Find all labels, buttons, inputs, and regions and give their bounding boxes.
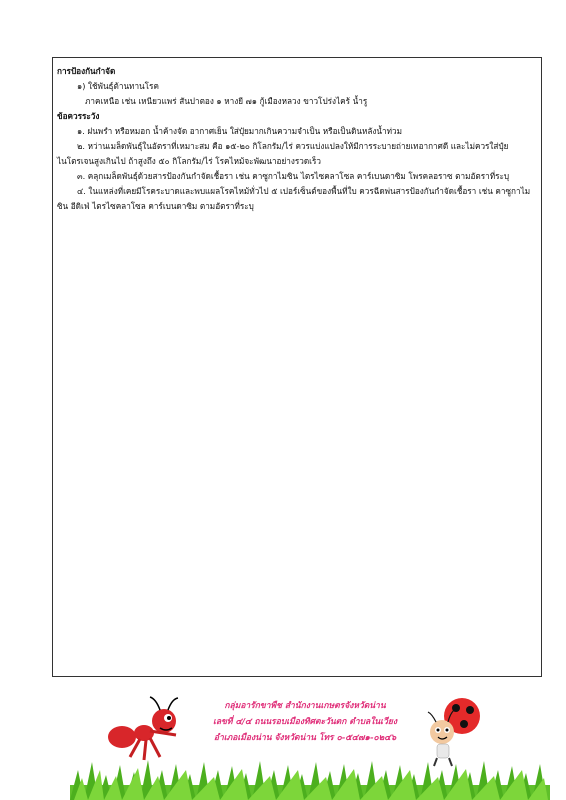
footer-address: เลขที่ ๔/๔ ถนนรอบเมืองทิศตะวันตก ตำบลในเวียง [213, 717, 397, 727]
caution-item-4: ๔. ในแหล่งที่เคยมีโรคระบาดและพบแผลโรคไหม้ทั่วไป ๕ เปอร์เซ็นต์ของพื้นที่ใบ ควรฉีดพ่นสารป้องกันกำจัดเชื้อรา เช่น คาซูกาไมซิน อีดิเฟ่ ไตรไซคลาโซล คาร์เบนดาซิม ตามอัตราที่ระบุ [57, 186, 531, 211]
section-heading-prevention: การป้องกันกำจัด [57, 66, 116, 76]
footer-district-phone: อำเภอเมืองน่าน จังหวัดน่าน โทร ๐-๕๔๗๑-๐๒๔๖ [213, 733, 397, 743]
prevention-item-1-detail: ภาคเหนือ เช่น เหนียวแพร่ สันปาตอง ๑ หางยี ๗๑ กู้เมืองหลวง ขาวโปร่งไคร้ น้ำรู [85, 96, 368, 106]
footer-office-name: กลุ่มอารักขาพืช สำนักงานเกษตรจังหวัดน่าน [224, 701, 386, 711]
caution-item-2: ๒. หว่านเมล็ดพันธุ์ในอัตราที่เหมาะสม คือ ๑๕-๒๐ กิโลกรัม/ไร่ ควรแบ่งแปลงให้มีการระบายถ่ายเทอากาศดี และไม่ควรใส่ปุ๋ยไนโตรเจนสูงเกินไป ถ้าสูงถึง ๕๐ กิโลกรัม/ไร่ โรคไหม้จะพัฒนาอย่างรวดเร็ว [57, 141, 509, 166]
caution-item-1: ๑. ฝนพรำ หรือหมอก น้ำค้างจัด อากาศเย็น ใส่ปุ๋ยมากเกินความจำเป็น หรือเป็นดินหลังน้ำท่วม [77, 126, 402, 136]
document-content [57, 64, 537, 214]
ladybug-mascot-icon [420, 690, 490, 770]
footer-contact-block [180, 698, 430, 746]
prevention-item-1: ๑) ใช้พันธุ์ต้านทานโรค [77, 81, 159, 91]
ant-mascot-icon [100, 695, 190, 770]
section-heading-cautions: ข้อควรระวัง [57, 111, 100, 121]
caution-item-3: ๓. คลุกเมล็ดพันธุ์ด้วยสารป้องกันกำจัดเชื้อรา เช่น คาซูกาไมซิน ไตรไซคลาโซล คาร์เบนดาซิม โพรคลอราซ ตามอัตราที่ระบุ [77, 171, 510, 181]
footer-banner [0, 690, 566, 800]
